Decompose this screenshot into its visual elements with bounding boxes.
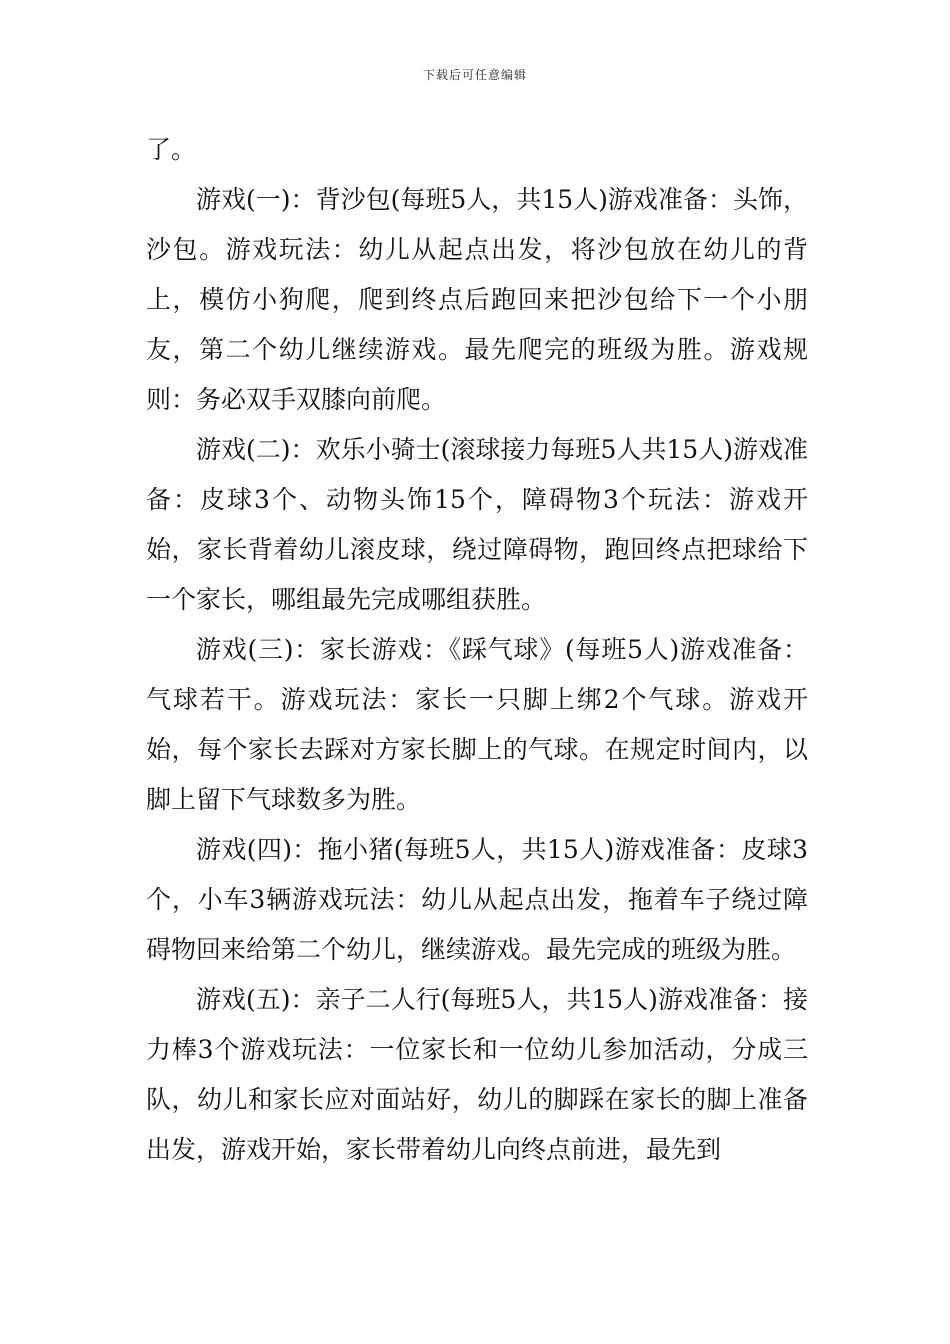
paragraph-continuation: 了。: [146, 135, 197, 164]
paragraph-game-4: 游戏(四)：拖小猪(每班5人，共15人)游戏准备：皮球3个，小车3辆游戏玩法：幼儿从起点出发，拖着车子绕过障碍物回来给第二个幼儿，继续游戏。最先完成的班级为胜。: [146, 835, 808, 964]
paragraph-game-3: 游戏(三)：家长游戏：《踩气球》(每班5人)游戏准备：气球若干。游戏玩法：家长一只脚上绑2个气球。游戏开始，每个家长去踩对方家长脚上的气球。在规定时间内，以脚上留下气球数多为胜。: [146, 635, 808, 814]
paragraph-game-5: 游戏(五)：亲子二人行(每班5人，共15人)游戏准备：接力棒3个游戏玩法：一位家长和一位幼儿参加活动，分成三队，幼儿和家长应对面站好，幼儿的脚踩在家长的脚上准备出发，游戏开始，家长带着幼儿向终点前进，最先到: [146, 985, 808, 1164]
paragraph-game-2: 游戏(二)：欢乐小骑士(滚球接力每班5人共15人)游戏准备：皮球3个、动物头饰15个，障碍物3个玩法：游戏开始，家长背着幼儿滚皮球，绕过障碍物，跑回终点把球给下一个家长，哪组最先完成哪组获胜。: [146, 435, 808, 614]
document-body: [146, 125, 808, 1175]
paragraph-game-1: 游戏(一)：背沙包(每班5人，共15人)游戏准备：头饰，沙包。游戏玩法：幼儿从起点出发，将沙包放在幼儿的背上，模仿小狗爬，爬到终点后跑回来把沙包给下一个小朋友，第二个幼儿继续游戏。最先爬完的班级为胜。游戏规则：务必双手双膝向前爬。: [146, 185, 808, 414]
page-header: 下载后可任意编辑: [422, 68, 527, 82]
